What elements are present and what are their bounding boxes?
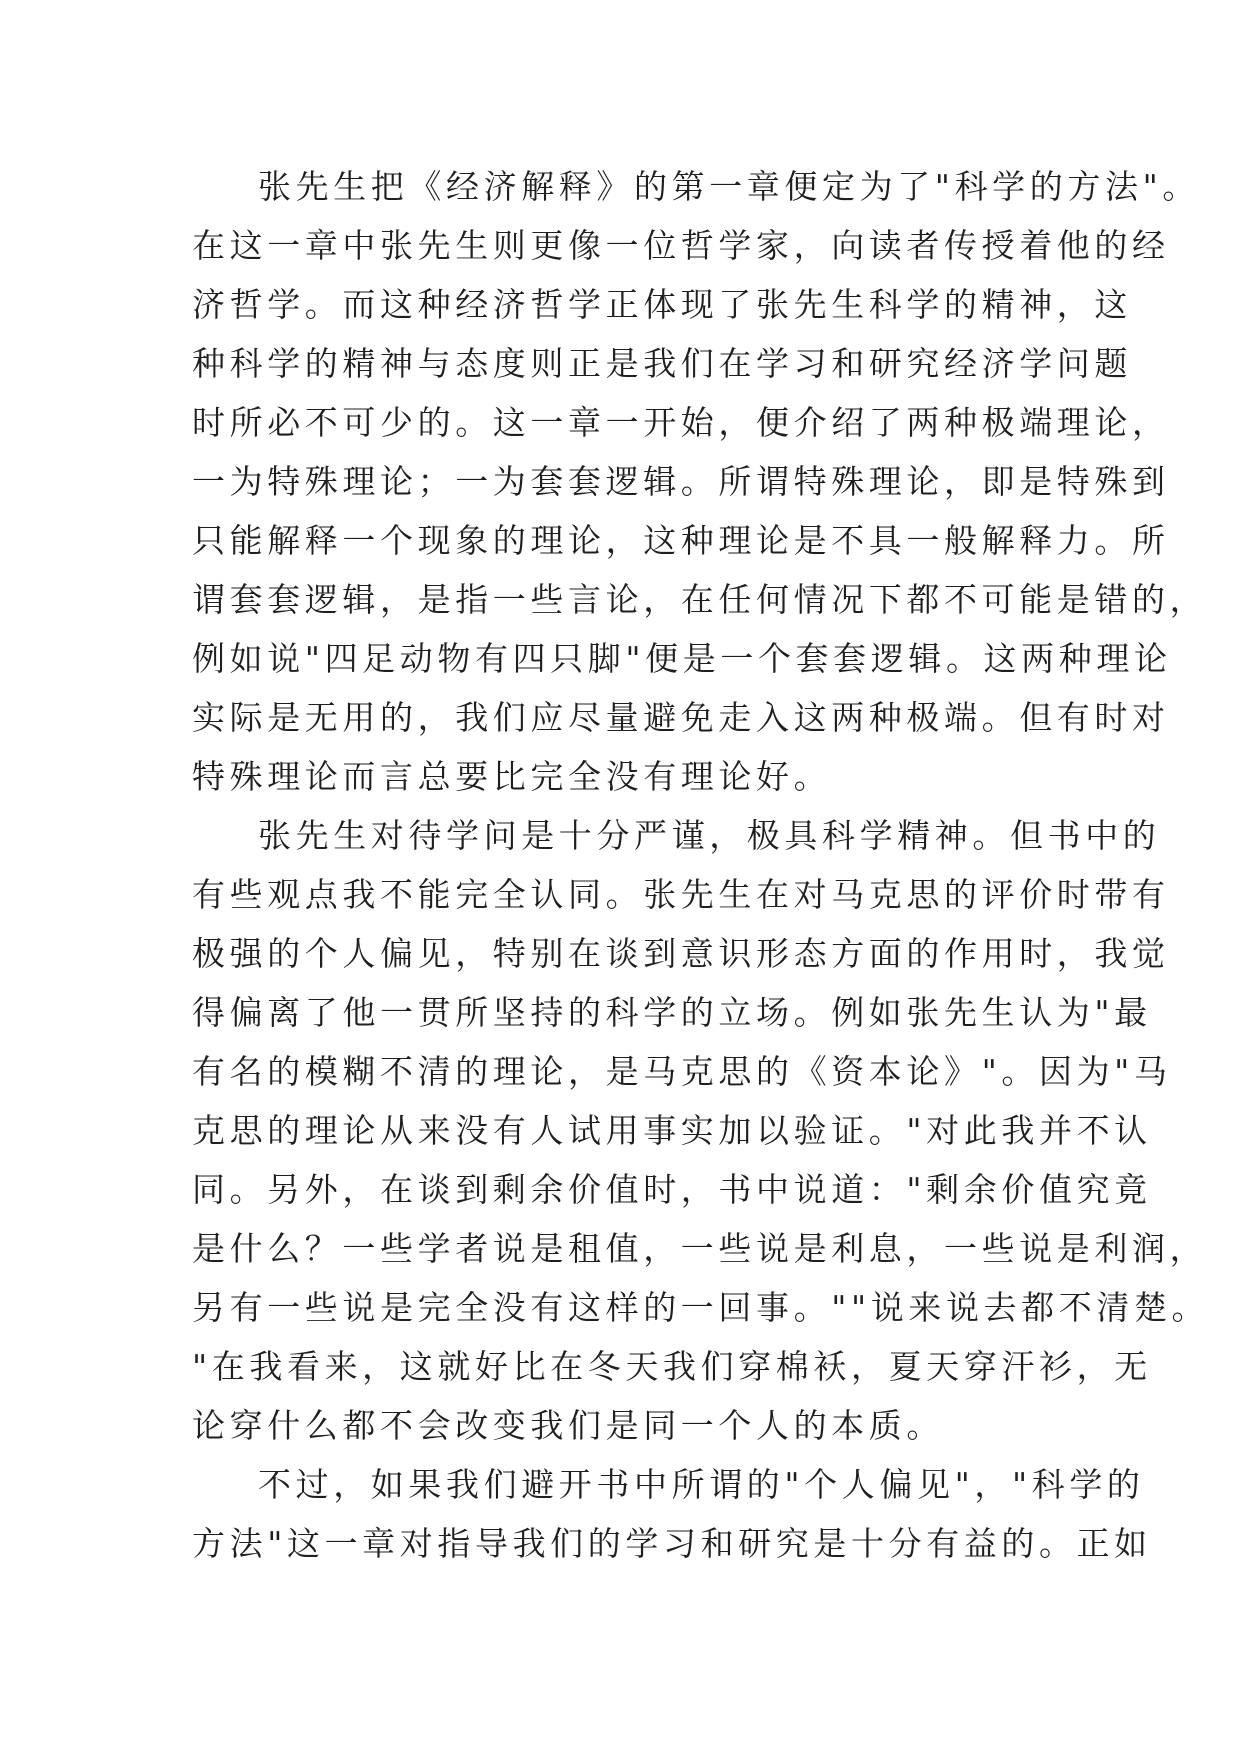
paragraph-1-line-8: 谓套套逻辑，是指一些言论，在任何情况下都不可能是错的， (192, 580, 1208, 619)
paragraph-2-line-4: 得偏离了他一贯所坚持的科学的立场。例如张先生认为"最 (192, 993, 1152, 1032)
paragraph-2-line-6: 克思的理论从来没有人试用事实加以验证。"对此我并不认 (192, 1111, 1152, 1150)
paragraph-1-line-9: 例如说"四足动物有四只脚"便是一个套套逻辑。这两种理论 (192, 639, 1172, 678)
document-text (192, 157, 1210, 1573)
paragraph-3-line-1: 不过，如果我们避开书中所谓的"个人偏见"，"科学的 (258, 1465, 1145, 1504)
paragraph-2-line-9: 另有一些说是完全没有这样的一回事。""说来说去都不清楚。 (192, 1288, 1210, 1327)
paragraph-3-line-2: 方法"这一章对指导我们的学习和研究是十分有益的。正如 (192, 1524, 1152, 1563)
paragraph-2-line-7: 同。另外，在谈到剩余价值时，书中说道："剩余价值究竟 (192, 1170, 1152, 1209)
paragraph-1-line-10: 实际是无用的，我们应尽量避免走入这两种极端。但有时对 (192, 698, 1170, 737)
paragraph-1-line-5: 时所必不可少的。这一章一开始，便介绍了两种极端理论， (192, 403, 1170, 442)
paragraph-2-line-8: 是什么？一些学者说是租值，一些说是利息，一些说是利润， (192, 1229, 1208, 1268)
paragraph-1-line-1: 张先生把《经济解释》的第一章便定为了"科学的方法"。 (258, 167, 1200, 206)
paragraph-1-line-3: 济哲学。而这种经济哲学正体现了张先生科学的精神，这 (192, 285, 1132, 324)
paragraph-2-line-1: 张先生对待学问是十分严谨，极具科学精神。但书中的 (258, 816, 1161, 855)
paragraph-1-line-2: 在这一章中张先生则更像一位哲学家，向读者传授着他的经 (192, 226, 1170, 265)
paragraph-2-line-10: "在我看来，这就好比在冬天我们穿棉袄，夏天穿汗衫，无 (192, 1347, 1152, 1386)
paragraph-1-line-6: 一为特殊理论；一为套套逻辑。所谓特殊理论，即是特殊到 (192, 462, 1170, 501)
paragraph-1-line-4: 种科学的精神与态度则正是我们在学习和研究经济学问题 (192, 344, 1132, 383)
paragraph-1-line-11: 特殊理论而言总要比完全没有理论好。 (192, 757, 832, 796)
paragraph-2-line-3: 极强的个人偏见，特别在谈到意识形态方面的作用时，我觉 (192, 934, 1170, 973)
paragraph-1-line-7: 只能解释一个现象的理论，这种理论是不具一般解释力。所 (192, 521, 1170, 560)
paragraph-2-line-11: 论穿什么都不会改变我们是同一个人的本质。 (192, 1406, 944, 1445)
paragraph-2-line-5: 有名的模糊不清的理论，是马克思的《资本论》"。因为"马 (192, 1052, 1172, 1091)
paragraph-2-line-2: 有些观点我不能完全认同。张先生在对马克思的评价时带有 (192, 875, 1170, 914)
